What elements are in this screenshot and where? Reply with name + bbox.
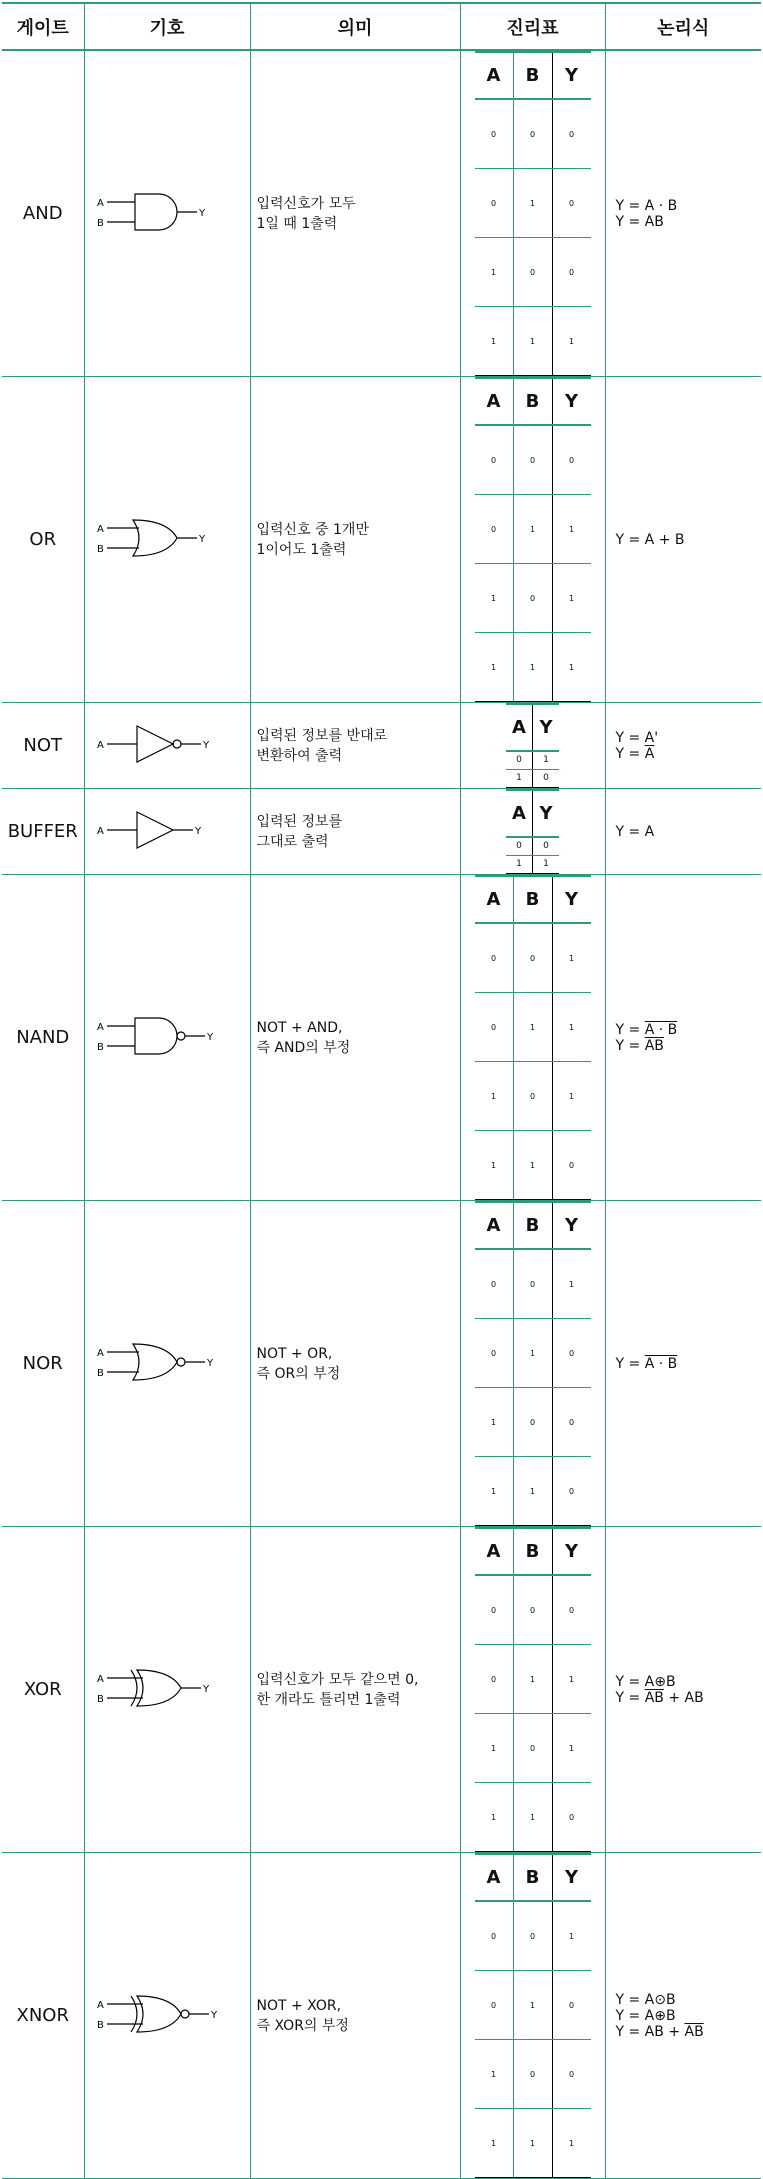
- truth-table-value: 0: [475, 495, 514, 564]
- truth-table: [475, 875, 591, 1200]
- header-logic: 논리식: [605, 3, 761, 50]
- xor-gate-symbol: [87, 1658, 247, 1718]
- truth-table-value: 0: [552, 99, 591, 169]
- truth-table-value: 1: [513, 1783, 552, 1852]
- logic-expression: [605, 1527, 761, 1853]
- header-symbol: 기호: [84, 3, 250, 50]
- truth-table-value: 0: [513, 425, 552, 495]
- truth-table-value: 0: [475, 99, 514, 169]
- truth-table-value: 0: [513, 1062, 552, 1131]
- gate-symbol-cell: [84, 703, 250, 789]
- truth-table-value: 0: [552, 1783, 591, 1852]
- truth-table-value: 0: [475, 1645, 514, 1714]
- logic-line: Y = A + B: [615, 531, 685, 548]
- truth-table-header: Y: [552, 1854, 591, 1901]
- and-gate-symbol: [87, 182, 247, 242]
- truth-table-value: 0: [552, 1131, 591, 1200]
- input-a-label: A: [97, 1347, 104, 1359]
- truth-table: [506, 703, 559, 788]
- input-a-label: A: [97, 1021, 104, 1033]
- logic-line: Y = A': [615, 729, 659, 746]
- truth-table-value: 0: [475, 1319, 514, 1388]
- truth-table-header: A: [475, 1854, 514, 1901]
- truth-table-value: 0: [533, 837, 560, 856]
- header-meaning: 의미: [250, 3, 460, 50]
- truth-table-value: 1: [552, 1062, 591, 1131]
- truth-table-value: 1: [552, 923, 591, 993]
- input-a-label: A: [97, 197, 104, 209]
- truth-table: [475, 1853, 591, 2178]
- logic-expression: [605, 50, 761, 377]
- truth-table-header: B: [513, 378, 552, 425]
- truth-table-value: 1: [552, 564, 591, 633]
- truth-table-header: Y: [552, 876, 591, 923]
- truth-table-header: A: [475, 52, 514, 99]
- truth-table-value: 0: [475, 1971, 514, 2040]
- output-y-label: Y: [199, 533, 206, 545]
- truth-table: [506, 789, 559, 874]
- truth-table-value: 0: [513, 99, 552, 169]
- meaning-line: 입력신호가 모두 같으면 0,: [256, 1671, 419, 1688]
- gate-row-nor: [2, 1201, 761, 1527]
- truth-table-value: 0: [552, 1319, 591, 1388]
- logic-line: Y = A⊙B: [615, 1991, 676, 2008]
- gate-row-not: [2, 703, 761, 789]
- gate-row-xnor: [2, 1853, 761, 2179]
- meaning-line: 그대로 출력: [256, 833, 329, 850]
- truth-table-header: B: [513, 1854, 552, 1901]
- input-b-label: B: [97, 1693, 104, 1705]
- header-row: [2, 3, 761, 50]
- negation-overline: A · B: [644, 1355, 678, 1372]
- input-b-label: B: [97, 1367, 104, 1379]
- gate-name: NOR: [2, 1201, 84, 1527]
- or-gate-symbol: [87, 508, 247, 568]
- truth-table-value: 0: [513, 1714, 552, 1783]
- input-a-label: A: [97, 523, 104, 535]
- meaning-line: 변환하여 출력: [256, 747, 343, 764]
- gate-symbol-cell: [84, 1853, 250, 2179]
- nand-gate-symbol: [87, 1006, 247, 1066]
- truth-table-value: 0: [475, 1249, 514, 1319]
- truth-table-value: 1: [552, 495, 591, 564]
- gate-symbol-cell: [84, 1527, 250, 1853]
- truth-table-header: Y: [533, 790, 560, 837]
- logic-line: $Y = \overline{AB}$ + AB: [615, 1689, 704, 1706]
- truth-table-value: 0: [475, 425, 514, 495]
- truth-table-value: 1: [475, 1714, 514, 1783]
- truth-table-cell: [460, 1201, 605, 1527]
- output-y-label: Y: [203, 1683, 210, 1695]
- truth-table-header: A: [475, 1202, 514, 1249]
- truth-table-value: 0: [513, 1388, 552, 1457]
- truth-table-value: 1: [475, 564, 514, 633]
- logic-line: $Y = \overline{A}$: [615, 745, 655, 762]
- truth-table-value: 1: [475, 2040, 514, 2109]
- truth-table-value: 0: [552, 169, 591, 238]
- truth-table: [475, 1527, 591, 1852]
- truth-table-value: 0: [475, 1575, 514, 1645]
- truth-table-value: 0: [513, 1249, 552, 1319]
- truth-table-value: 1: [475, 1062, 514, 1131]
- truth-table-header: B: [513, 1202, 552, 1249]
- truth-table-header: A: [475, 378, 514, 425]
- truth-table-header: A: [506, 790, 533, 837]
- truth-table-cell: [460, 377, 605, 703]
- not-gate-symbol: [87, 714, 247, 774]
- truth-table-value: 0: [475, 993, 514, 1062]
- nor-gate-symbol: [87, 1332, 247, 1392]
- truth-table-value: 0: [552, 1575, 591, 1645]
- logic-line: Y = AB + $\overline{AB}$: [615, 2023, 704, 2040]
- truth-table-value: 1: [513, 1457, 552, 1526]
- header-truth-table: 진리표: [460, 3, 605, 50]
- gate-symbol-cell: [84, 50, 250, 377]
- truth-table-header: Y: [552, 52, 591, 99]
- logic-expression: [605, 789, 761, 875]
- input-a-label: A: [97, 739, 104, 751]
- truth-table: [475, 51, 591, 376]
- output-y-label: Y: [207, 1357, 214, 1369]
- truth-table-value: 1: [513, 633, 552, 702]
- output-y-label: Y: [199, 207, 206, 219]
- truth-table-cell: [460, 1527, 605, 1853]
- truth-table-header: B: [513, 876, 552, 923]
- truth-table-value: 1: [475, 238, 514, 307]
- logic-gates-table: [2, 2, 761, 2179]
- gate-name: AND: [2, 50, 84, 377]
- truth-table-value: 0: [513, 564, 552, 633]
- logic-line: Y = A⊕B: [615, 2007, 676, 2024]
- output-y-label: Y: [203, 739, 210, 751]
- truth-table-value: 1: [513, 169, 552, 238]
- truth-table-value: 1: [552, 633, 591, 702]
- gate-name: NAND: [2, 875, 84, 1201]
- truth-table-value: 0: [506, 837, 533, 856]
- truth-table-value: 0: [513, 923, 552, 993]
- meaning-line: 입력된 정보를 반대로: [256, 727, 388, 744]
- truth-table-header: Y: [552, 378, 591, 425]
- meaning-line: 입력된 정보를: [256, 813, 343, 830]
- logic-line: Y = A⊕B: [615, 1673, 676, 1690]
- xnor-gate-symbol: [87, 1984, 247, 2044]
- truth-table-value: 1: [513, 1971, 552, 2040]
- input-b-label: B: [97, 543, 104, 555]
- truth-table-value: 1: [533, 856, 560, 874]
- truth-table-header: B: [513, 52, 552, 99]
- input-a-label: A: [97, 825, 104, 837]
- input-b-label: B: [97, 217, 104, 229]
- gate-row-and: [2, 50, 761, 377]
- output-y-label: Y: [207, 1031, 214, 1043]
- header-gate: 게이트: [2, 3, 84, 50]
- truth-table: [475, 377, 591, 702]
- meaning-line: 입력신호가 모두: [256, 195, 356, 212]
- truth-table-value: 0: [506, 751, 533, 770]
- gate-symbol-cell: [84, 789, 250, 875]
- truth-table-value: 1: [513, 1645, 552, 1714]
- negation-overline: $\overline{A}$: [644, 745, 655, 762]
- truth-table-value: 0: [552, 2040, 591, 2109]
- truth-table-header: B: [513, 1528, 552, 1575]
- truth-table-value: 0: [552, 1457, 591, 1526]
- gate-meaning: [250, 875, 460, 1201]
- truth-table-value: 0: [513, 1575, 552, 1645]
- truth-table-value: 1: [506, 770, 533, 788]
- truth-table-value: 1: [475, 633, 514, 702]
- negation-overline: $\overline{AB}$: [644, 1689, 664, 1706]
- truth-table-cell: [460, 50, 605, 377]
- meaning-line: NOT + AND,: [256, 1019, 343, 1036]
- meaning-line: NOT + OR,: [256, 1345, 333, 1362]
- gate-meaning: [250, 1527, 460, 1853]
- gate-symbol-cell: [84, 377, 250, 703]
- input-b-label: B: [97, 1041, 104, 1053]
- gate-meaning: [250, 789, 460, 875]
- truth-table-value: 1: [552, 1714, 591, 1783]
- gate-name: XOR: [2, 1527, 84, 1853]
- logic-line: $Y = \overline{AB}$: [615, 1037, 664, 1054]
- gate-name: NOT: [2, 703, 84, 789]
- truth-table-value: 0: [552, 425, 591, 495]
- gate-symbol-cell: [84, 875, 250, 1201]
- truth-table-value: 1: [513, 495, 552, 564]
- meaning-line: 즉 XOR의 부정: [256, 2017, 349, 2034]
- truth-table-value: 0: [513, 1901, 552, 1971]
- gate-meaning: [250, 377, 460, 703]
- gate-symbol-cell: [84, 1201, 250, 1527]
- meaning-line: 1일 때 1출력: [256, 215, 338, 232]
- truth-table-value: 1: [552, 993, 591, 1062]
- truth-table-value: 0: [533, 770, 560, 788]
- logic-expression: [605, 1201, 761, 1527]
- truth-table-value: 1: [475, 307, 514, 376]
- gate-row-nand: [2, 875, 761, 1201]
- output-y-label: Y: [211, 2009, 218, 2021]
- truth-table-value: 1: [552, 1249, 591, 1319]
- meaning-line: 한 개라도 틀리면 1출력: [256, 1691, 401, 1708]
- gate-row-or: [2, 377, 761, 703]
- gate-meaning: [250, 1853, 460, 2179]
- logic-line: Y = AB: [615, 213, 664, 230]
- truth-table-value: 1: [475, 2109, 514, 2178]
- truth-table-header: Y: [552, 1202, 591, 1249]
- truth-table-cell: [460, 875, 605, 1201]
- truth-table-header: A: [475, 1528, 514, 1575]
- gate-name: BUFFER: [2, 789, 84, 875]
- truth-table-cell: [460, 703, 605, 789]
- gate-row-buffer: [2, 789, 761, 875]
- truth-table-value: 1: [475, 1457, 514, 1526]
- truth-table-header: Y: [533, 704, 560, 751]
- input-a-label: A: [97, 1673, 104, 1685]
- truth-table-value: 0: [475, 169, 514, 238]
- buffer-gate-symbol: [87, 800, 247, 860]
- output-y-label: Y: [195, 825, 202, 837]
- negation-overline: A · B: [644, 1021, 678, 1038]
- truth-table: [475, 1201, 591, 1526]
- meaning-line: 입력신호 중 1개만: [256, 521, 369, 538]
- logic-line: Y = A · B: [615, 1355, 678, 1372]
- truth-table-cell: [460, 1853, 605, 2179]
- truth-table-value: 1: [475, 1783, 514, 1852]
- truth-table-value: 0: [513, 238, 552, 307]
- truth-table-value: 0: [552, 238, 591, 307]
- truth-table-value: 1: [513, 1319, 552, 1388]
- truth-table-value: 1: [513, 2109, 552, 2178]
- truth-table-header: A: [475, 876, 514, 923]
- truth-table-value: 1: [552, 1901, 591, 1971]
- truth-table-value: 1: [506, 856, 533, 874]
- truth-table-value: 1: [513, 1131, 552, 1200]
- logic-expression: [605, 377, 761, 703]
- gate-meaning: [250, 50, 460, 377]
- gate-row-xor: [2, 1527, 761, 1853]
- truth-table-value: 1: [475, 1388, 514, 1457]
- truth-table-header: Y: [552, 1528, 591, 1575]
- meaning-line: 1이어도 1출력: [256, 541, 347, 558]
- meaning-line: 즉 AND의 부정: [256, 1039, 351, 1056]
- meaning-line: 즉 OR의 부정: [256, 1365, 341, 1382]
- truth-table-cell: [460, 789, 605, 875]
- logic-expression: [605, 1853, 761, 2179]
- logic-line: Y = A · B: [615, 197, 678, 214]
- truth-table-value: 1: [552, 1645, 591, 1714]
- truth-table-value: 0: [552, 1971, 591, 2040]
- input-a-label: A: [97, 1999, 104, 2011]
- truth-table-value: 0: [513, 2040, 552, 2109]
- truth-table-value: 1: [533, 751, 560, 770]
- negation-overline: $\overline{AB}$: [644, 1037, 664, 1054]
- logic-expression: [605, 875, 761, 1201]
- meaning-line: NOT + XOR,: [256, 1997, 342, 2014]
- truth-table-value: 1: [475, 1131, 514, 1200]
- gate-meaning: [250, 1201, 460, 1527]
- truth-table-value: 1: [552, 307, 591, 376]
- truth-table-value: 1: [513, 993, 552, 1062]
- gate-meaning: [250, 703, 460, 789]
- logic-line: Y = A: [615, 823, 655, 840]
- truth-table-header: A: [506, 704, 533, 751]
- gate-name: OR: [2, 377, 84, 703]
- truth-table-value: 0: [475, 923, 514, 993]
- gate-name: XNOR: [2, 1853, 84, 2179]
- truth-table-value: 0: [552, 1388, 591, 1457]
- truth-table-value: 0: [475, 1901, 514, 1971]
- truth-table-value: 1: [513, 307, 552, 376]
- input-b-label: B: [97, 2019, 104, 2031]
- truth-table-value: 1: [552, 2109, 591, 2178]
- logic-expression: [605, 703, 761, 789]
- negation-overline: $\overline{AB}$: [684, 2023, 704, 2040]
- logic-line: Y = A · B: [615, 1021, 678, 1038]
